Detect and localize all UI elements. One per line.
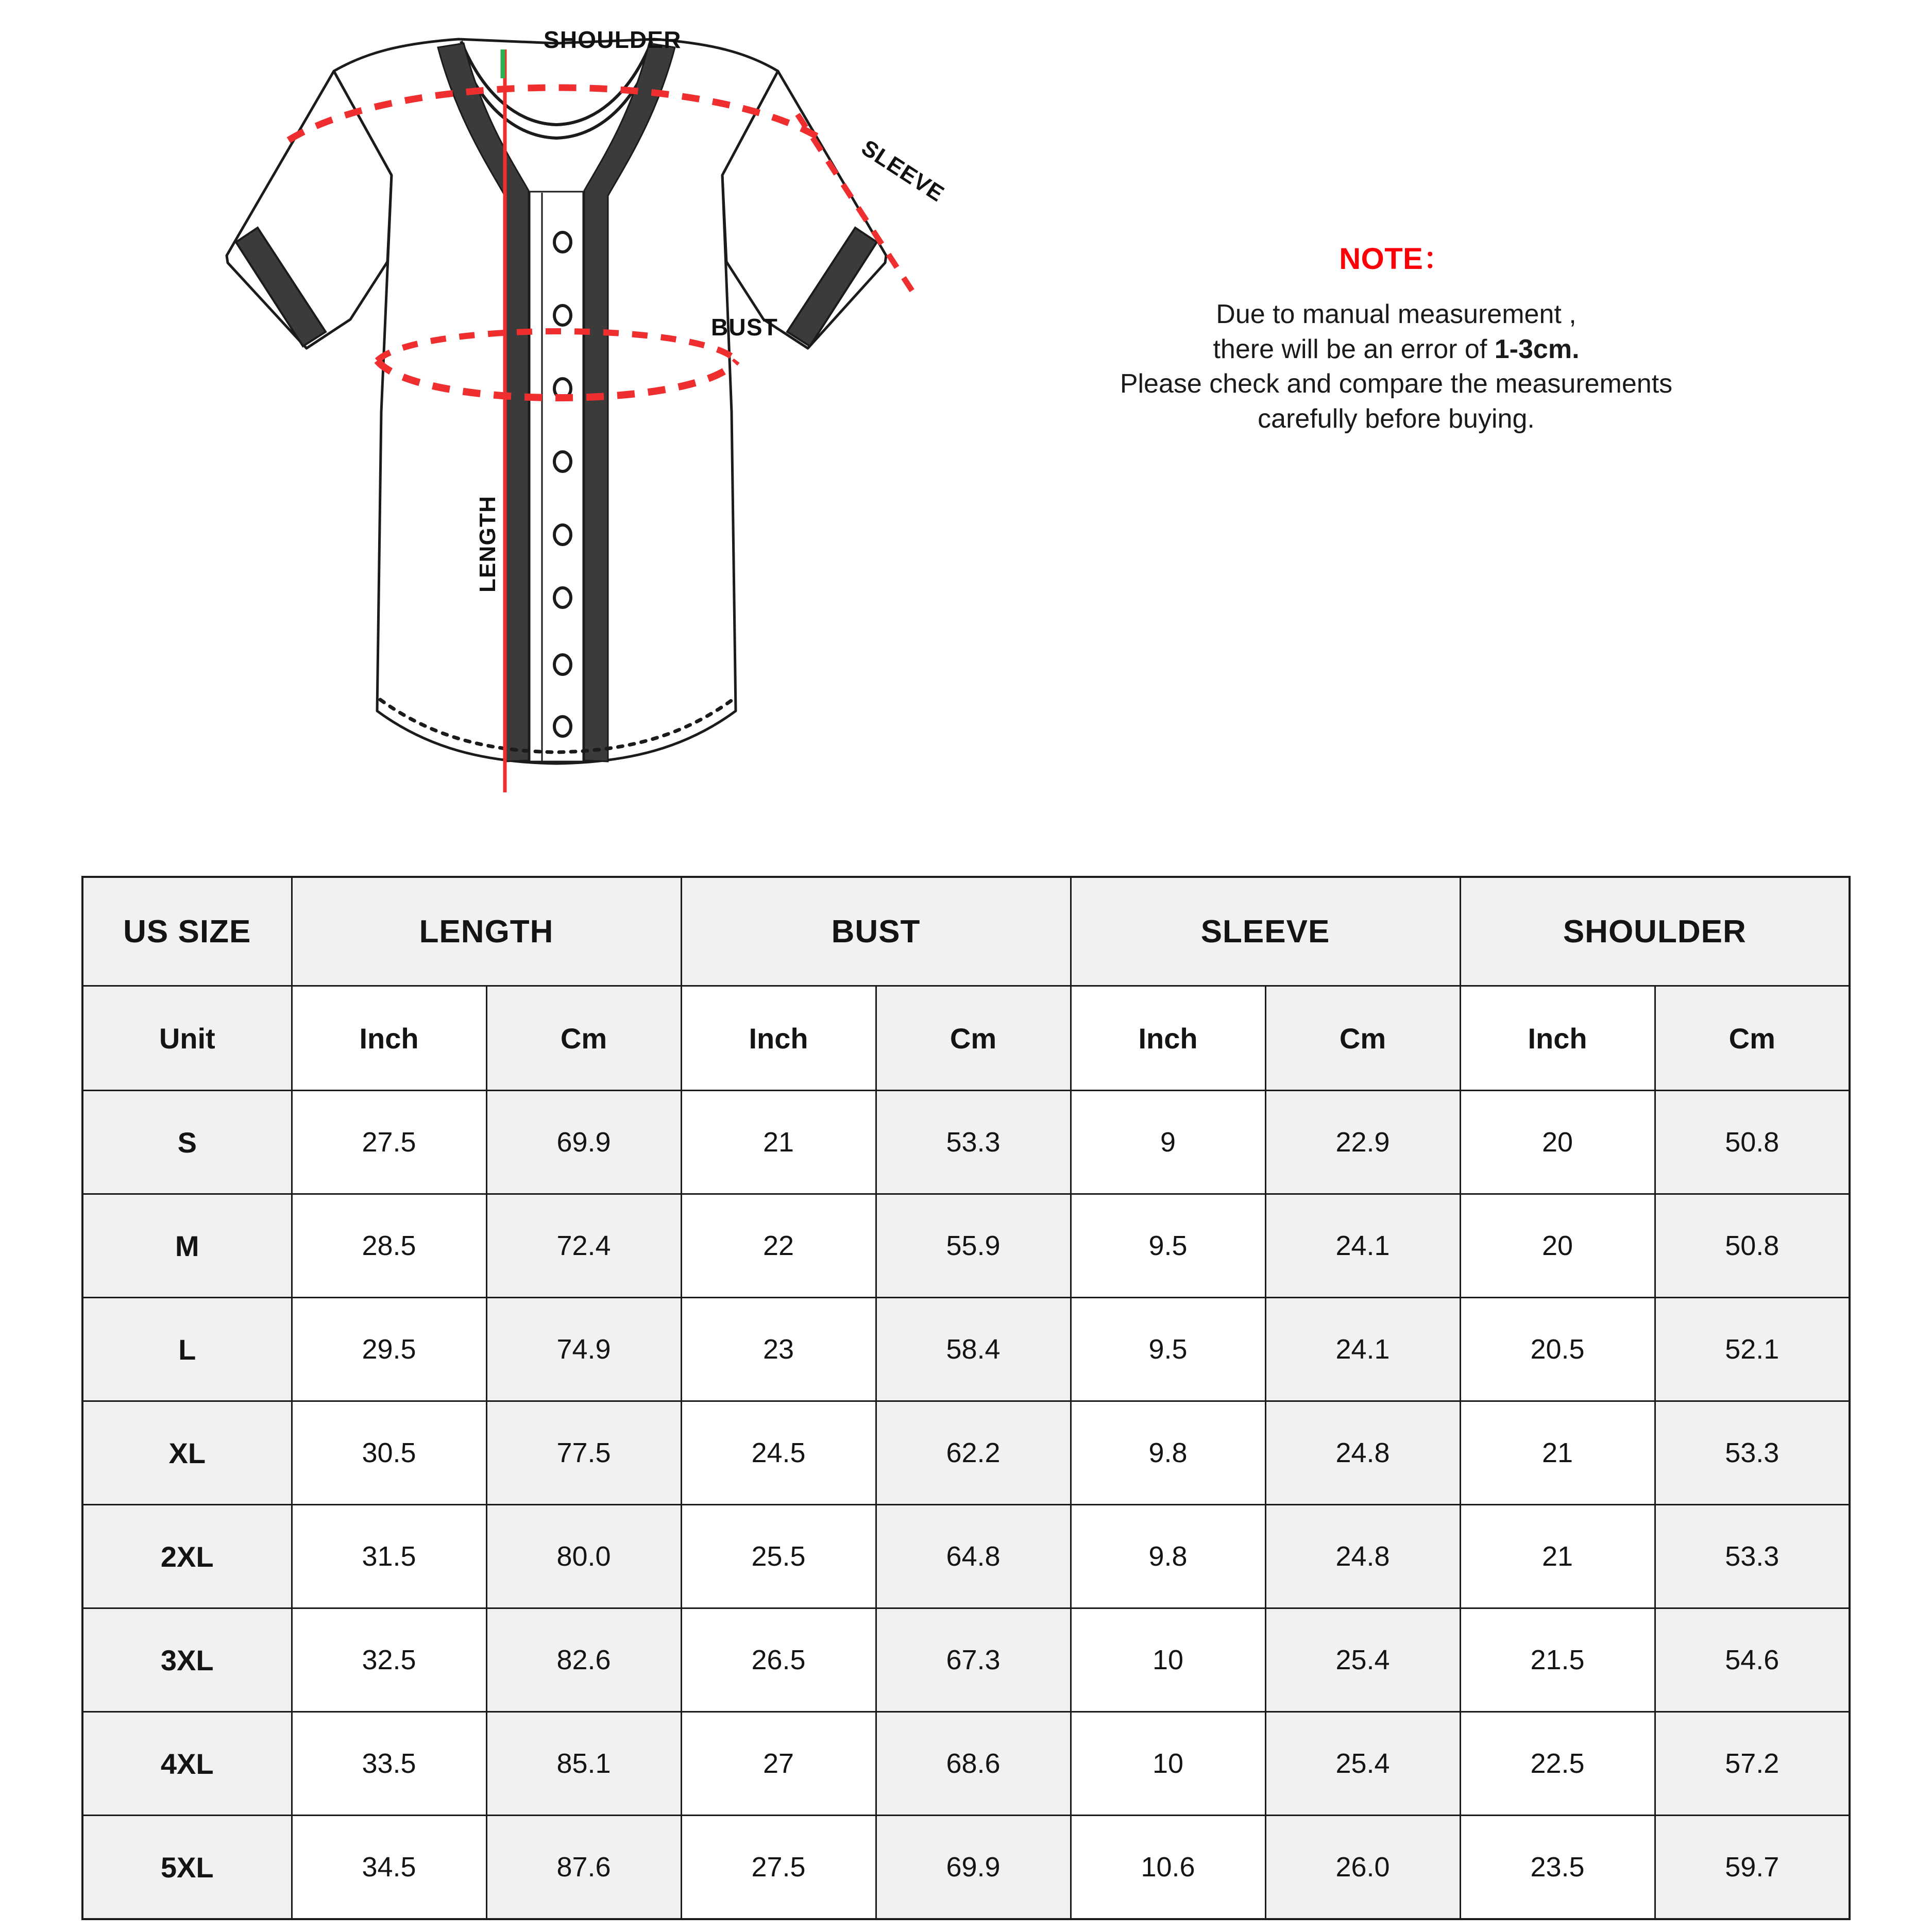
cell-bust-cm: 69.9 (876, 1816, 1071, 1920)
diagram-label-length: LENGTH (475, 495, 500, 592)
cell-length-cm: 72.4 (486, 1194, 681, 1298)
cell-length-cm: 74.9 (486, 1298, 681, 1401)
diagram-label-bust: BUST (711, 314, 778, 341)
table-unit-row (82, 986, 1850, 1091)
cell-size: XL (82, 1401, 292, 1505)
diagram-label-sleeve: SLEEVE (857, 135, 949, 207)
unit-length-inch: Inch (292, 986, 486, 1091)
cell-sleeve-inch: 10.6 (1071, 1816, 1265, 1920)
table-row (82, 1608, 1850, 1712)
table-group-header-row (82, 877, 1850, 986)
cell-sleeve-cm: 25.4 (1265, 1608, 1460, 1712)
cell-length-cm: 85.1 (486, 1712, 681, 1816)
cell-sleeve-inch: 9.5 (1071, 1194, 1265, 1298)
cell-length-cm: 80.0 (486, 1505, 681, 1608)
cell-shoulder-cm: 59.7 (1655, 1816, 1850, 1920)
cell-length-inch: 29.5 (292, 1298, 486, 1401)
button-2 (554, 306, 571, 325)
cell-bust-inch: 25.5 (681, 1505, 876, 1608)
cell-size: 2XL (82, 1505, 292, 1608)
cell-length-cm: 69.9 (486, 1091, 681, 1194)
cell-sleeve-inch: 9 (1071, 1091, 1265, 1194)
cell-length-inch: 34.5 (292, 1816, 486, 1920)
table-row (82, 1505, 1850, 1608)
cell-bust-cm: 62.2 (876, 1401, 1071, 1505)
cell-shoulder-cm: 57.2 (1655, 1712, 1850, 1816)
table-row (82, 1194, 1850, 1298)
group-header-length: LENGTH (292, 877, 681, 986)
unit-bust-inch: Inch (681, 986, 876, 1091)
size-chart-table (81, 876, 1851, 1920)
note-heading: NOTE： (1339, 242, 1453, 276)
cell-size: M (82, 1194, 292, 1298)
button-8 (554, 717, 571, 736)
table-row (82, 1401, 1850, 1505)
unit-sleeve-cm: Cm (1265, 986, 1460, 1091)
note-line-2-prefix: there will be an error of (1213, 334, 1495, 364)
cell-bust-inch: 24.5 (681, 1401, 876, 1505)
cell-sleeve-inch: 9.5 (1071, 1298, 1265, 1401)
cell-shoulder-cm: 53.3 (1655, 1401, 1850, 1505)
cell-shoulder-inch: 20.5 (1460, 1298, 1655, 1401)
cell-shoulder-inch: 22.5 (1460, 1712, 1655, 1816)
unit-shoulder-inch: Inch (1460, 986, 1655, 1091)
unit-length-cm: Cm (486, 986, 681, 1091)
cell-shoulder-cm: 50.8 (1655, 1091, 1850, 1194)
cell-bust-cm: 58.4 (876, 1298, 1071, 1401)
cell-length-inch: 28.5 (292, 1194, 486, 1298)
cell-sleeve-cm: 24.1 (1265, 1194, 1460, 1298)
cell-shoulder-inch: 23.5 (1460, 1816, 1655, 1920)
cell-bust-cm: 68.6 (876, 1712, 1071, 1816)
note-line-4: carefully before buying. (1258, 403, 1535, 434)
baseball-jersey-technical-drawing (196, 21, 1072, 835)
cell-bust-inch: 27 (681, 1712, 876, 1816)
cell-bust-inch: 26.5 (681, 1608, 876, 1712)
diagram-label-shoulder: SHOULDER (544, 26, 682, 53)
cell-length-inch: 31.5 (292, 1505, 486, 1608)
cell-bust-cm: 64.8 (876, 1505, 1071, 1608)
cell-sleeve-cm: 25.4 (1265, 1712, 1460, 1816)
cell-size: 4XL (82, 1712, 292, 1816)
cell-sleeve-cm: 24.1 (1265, 1298, 1460, 1401)
unit-sleeve-inch: Inch (1071, 986, 1265, 1091)
cell-shoulder-inch: 21 (1460, 1401, 1655, 1505)
unit-shoulder-cm: Cm (1655, 986, 1850, 1091)
cell-length-inch: 30.5 (292, 1401, 486, 1505)
cell-sleeve-cm: 22.9 (1265, 1091, 1460, 1194)
group-header-us-size: US SIZE (82, 877, 292, 986)
cell-sleeve-cm: 24.8 (1265, 1505, 1460, 1608)
cell-size: 3XL (82, 1608, 292, 1712)
button-4 (554, 452, 571, 471)
group-header-bust: BUST (681, 877, 1071, 986)
cell-bust-cm: 67.3 (876, 1608, 1071, 1712)
table-row (82, 1091, 1850, 1194)
cell-sleeve-inch: 9.8 (1071, 1401, 1265, 1505)
cell-shoulder-cm: 52.1 (1655, 1298, 1850, 1401)
cell-sleeve-inch: 9.8 (1071, 1505, 1265, 1608)
cell-bust-inch: 22 (681, 1194, 876, 1298)
group-header-shoulder: SHOULDER (1460, 877, 1850, 986)
group-header-sleeve: SLEEVE (1071, 877, 1460, 986)
note-line-3: Please check and compare the measurements (1120, 369, 1673, 399)
note-tolerance-value: 1-3cm. (1494, 334, 1580, 364)
cell-sleeve-inch: 10 (1071, 1608, 1265, 1712)
cell-shoulder-cm: 54.6 (1655, 1608, 1850, 1712)
table-row (82, 1712, 1850, 1816)
cell-size: 5XL (82, 1816, 292, 1920)
cell-shoulder-cm: 53.3 (1655, 1505, 1850, 1608)
cell-length-cm: 82.6 (486, 1608, 681, 1712)
table-row (82, 1298, 1850, 1401)
cell-length-cm: 87.6 (486, 1816, 681, 1920)
cell-shoulder-inch: 20 (1460, 1194, 1655, 1298)
button-5 (554, 525, 571, 545)
note-line-1: Due to manual measurement , (1216, 299, 1577, 329)
cell-shoulder-cm: 50.8 (1655, 1194, 1850, 1298)
cell-length-inch: 32.5 (292, 1608, 486, 1712)
cell-length-inch: 33.5 (292, 1712, 486, 1816)
cell-length-inch: 27.5 (292, 1091, 486, 1194)
cell-sleeve-cm: 26.0 (1265, 1816, 1460, 1920)
cell-shoulder-inch: 20 (1460, 1091, 1655, 1194)
cell-bust-inch: 23 (681, 1298, 876, 1401)
cell-size: S (82, 1091, 292, 1194)
cell-sleeve-inch: 10 (1071, 1712, 1265, 1816)
note-line-2 (994, 332, 1798, 367)
button-placket-band (530, 192, 583, 761)
button-7 (554, 655, 571, 674)
cell-bust-cm: 53.3 (876, 1091, 1071, 1194)
cell-bust-inch: 21 (681, 1091, 876, 1194)
size-chart-table-wrap (81, 876, 1849, 1920)
table-row (82, 1816, 1850, 1920)
cell-shoulder-inch: 21.5 (1460, 1608, 1655, 1712)
cell-bust-inch: 27.5 (681, 1816, 876, 1920)
button-1 (554, 232, 571, 252)
button-6 (554, 588, 571, 607)
cell-bust-cm: 55.9 (876, 1194, 1071, 1298)
cell-size: L (82, 1298, 292, 1401)
cell-sleeve-cm: 24.8 (1265, 1401, 1460, 1505)
cell-length-cm: 77.5 (486, 1401, 681, 1505)
unit-label: Unit (82, 986, 292, 1091)
cell-shoulder-inch: 21 (1460, 1505, 1655, 1608)
note-block (994, 234, 1798, 436)
unit-bust-cm: Cm (876, 986, 1071, 1091)
